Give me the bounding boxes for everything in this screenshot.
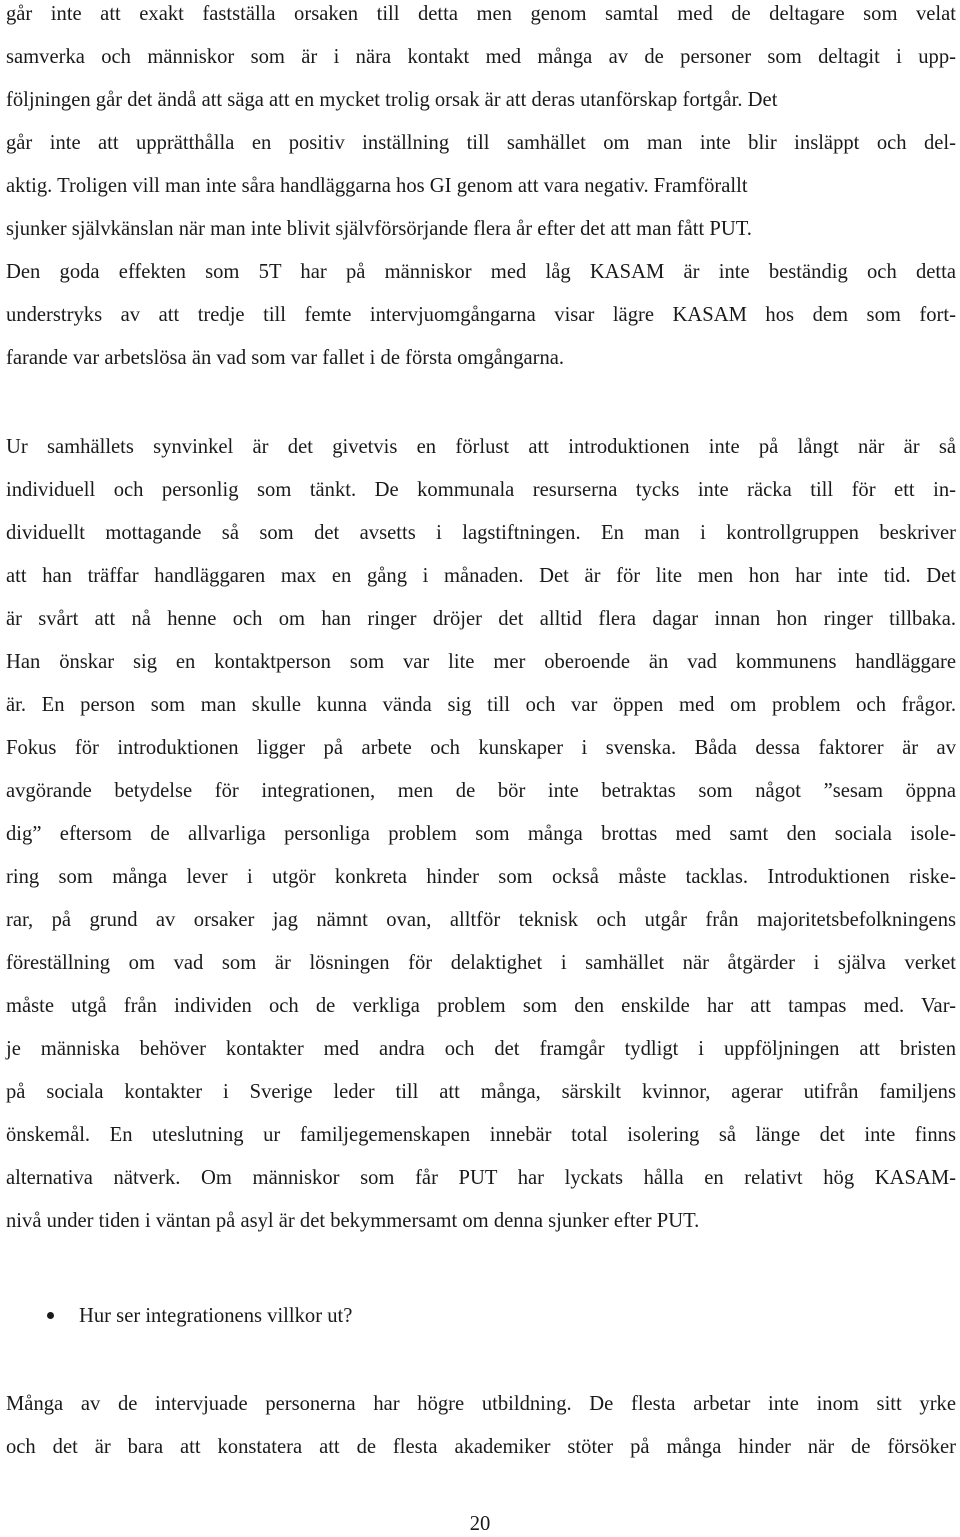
text-line: går inte att upprätthålla en positiv inställning till samhället om man inte blir insläppt och del- [6, 132, 956, 154]
text-line: Han önskar sig en kontaktperson som var lite mer oberoende än vad kommunens handläggare [6, 651, 956, 673]
text-line: Fokus för introduktionen ligger på arbete och kunskaper i svenska. Båda dessa faktorer är av [6, 737, 956, 759]
text-line: måste utgå från individen och de verkliga problem som den enskilde har att tampas med. Var- [6, 995, 956, 1017]
text-line: individuell och personlig som tänkt. De kommunala resurserna tycks inte räcka till för ett in- [6, 479, 956, 501]
text-line: på sociala kontakter i Sverige leder till att många, särskilt kvinnor, agerar utifrån familjens [6, 1081, 956, 1103]
text-line: Den goda effekten som 5T har på människor med låg KASAM är inte beständig och detta [6, 261, 956, 283]
text-line: sjunker självkänslan när man inte blivit självförsörjande flera år efter det att man fått PUT. [6, 218, 752, 240]
text-line: understryks av att tredje till femte intervjuomgångarna visar lägre KASAM hos dem som fort- [6, 304, 956, 326]
text-line: följningen går det ändå att säga att en mycket trolig orsak är att deras utanförskap fortgår. Det [6, 89, 778, 111]
text-line: aktig. Troligen vill man inte såra handläggarna hos GI genom att vara negativ. Framförallt [6, 175, 748, 197]
text-line: avgörande betydelse för integrationen, men de bör inte betraktas som något ”sesam öppna [6, 780, 956, 802]
text-line: dividuellt mottagande så som det avsetts i lagstiftningen. En man i kontrollgruppen beskriver [6, 522, 956, 544]
text-line: dig” eftersom de allvarliga personliga problem som många brottas med samt den sociala isole- [6, 823, 956, 845]
text-line: rar, på grund av orsaker jag nämnt ovan, alltför teknisk och utgår från majoritetsbefolkningens [6, 909, 956, 931]
text-line: önskemål. En uteslutning ur familjegemenskapen innebär total isolering så länge det inte finns [6, 1124, 956, 1146]
text-line: farande var arbetslösa än vad som var fallet i de första omgångarna. [6, 347, 565, 369]
bullet-item-text: Hur ser integrationens villkor ut? [79, 1305, 353, 1327]
text-line: går inte att exakt fastställa orsaken till detta men genom samtal med de deltagare som velat [6, 3, 956, 25]
page-number: 20 [469, 1513, 491, 1535]
text-line: je människa behöver kontakter med andra och det framgår tydligt i uppföljningen att bristen [6, 1038, 956, 1060]
text-line: Ur samhällets synvinkel är det givetvis en förlust att introduktionen inte på långt när är så [6, 436, 956, 458]
text-line: föreställning om vad som är lösningen för delaktighet i samhället när åtgärder i själva verket [6, 952, 956, 974]
text-line: samverka och människor som är i nära kontakt med många av de personer som deltagit i upp- [6, 46, 956, 68]
text-line: är. En person som man skulle kunna vända sig till och var öppen med om problem och frågor. [6, 694, 956, 716]
text-line: alternativa nätverk. Om människor som får PUT har lyckats hålla en relativt hög KASAM- [6, 1167, 956, 1189]
text-line: nivå under tiden i väntan på asyl är det bekymmersamt om denna sjunker efter PUT. [6, 1210, 700, 1232]
text-line: och det är bara att konstatera att de flesta akademiker stöter på många hinder när de försöker [6, 1436, 956, 1458]
text-line: ring som många lever i utgör konkreta hinder som också måste tacklas. Introduktionen riske- [6, 866, 956, 888]
text-line: är svårt att nå henne och om han ringer dröjer det alltid flera dagar innan hon ringer tillbaka. [6, 608, 956, 630]
text-line: Många av de intervjuade personerna har högre utbildning. De flesta arbetar inte inom sitt yrke [6, 1393, 956, 1415]
text-line: att han träffar handläggaren max en gång i månaden. Det är för lite men hon har inte tid. Det [6, 565, 956, 587]
bullet-point-icon [47, 1312, 54, 1319]
